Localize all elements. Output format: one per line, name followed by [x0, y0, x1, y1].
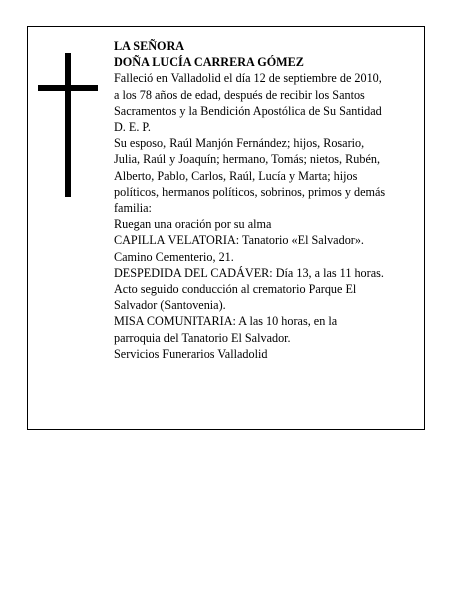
body-line: familia:	[114, 201, 152, 216]
body-line: Falleció en Valladolid el día 12 de septiembre de 2010,	[114, 71, 382, 86]
body-line: Camino Cementerio, 21.	[114, 249, 234, 264]
body-line: DESPEDIDA DEL CADÁVER: Día 13, a las 11 horas.	[114, 265, 384, 280]
body-line: MISA COMUNITARIA: A las 10 horas, en la	[114, 314, 338, 329]
body-line: Julia, Raúl y Joaquín; hermano, Tomás; nietos, Rubén,	[114, 152, 380, 167]
cross-horizontal-bar	[38, 85, 98, 91]
deceased-name: DOÑA LUCÍA CARRERA GÓMEZ	[114, 55, 304, 70]
body-line: Alberto, Pablo, Carlos, Raúl, Lucía y Marta; hijos	[114, 168, 358, 183]
body-line: Su esposo, Raúl Manjón Fernández; hijos, Rosario,	[114, 136, 365, 151]
body-line: Servicios Funerarios Valladolid	[114, 346, 268, 361]
body-line: D. E. P.	[114, 120, 151, 135]
body-line: Ruegan una oración por su alma	[114, 217, 272, 232]
body-line: Salvador (Santovenia).	[114, 298, 226, 313]
body-line: CAPILLA VELATORIA: Tanatorio «El Salvador».	[114, 233, 364, 248]
obituary-text	[114, 38, 422, 362]
cross-vertical-bar	[65, 53, 71, 197]
body-line: Acto seguido conducción al crematorio Parque El	[114, 282, 357, 297]
body-line: políticos, hermanos políticos, sobrinos, primos y demás	[114, 184, 386, 199]
latin-cross-icon	[38, 53, 98, 197]
heading-title: LA SEÑORA	[114, 39, 185, 53]
body-line: parroquia del Tanatorio El Salvador.	[114, 330, 291, 345]
body-line: Sacramentos y la Bendición Apostólica de Su Santidad	[114, 103, 382, 118]
body-line: a los 78 años de edad, después de recibir los Santos	[114, 87, 365, 102]
